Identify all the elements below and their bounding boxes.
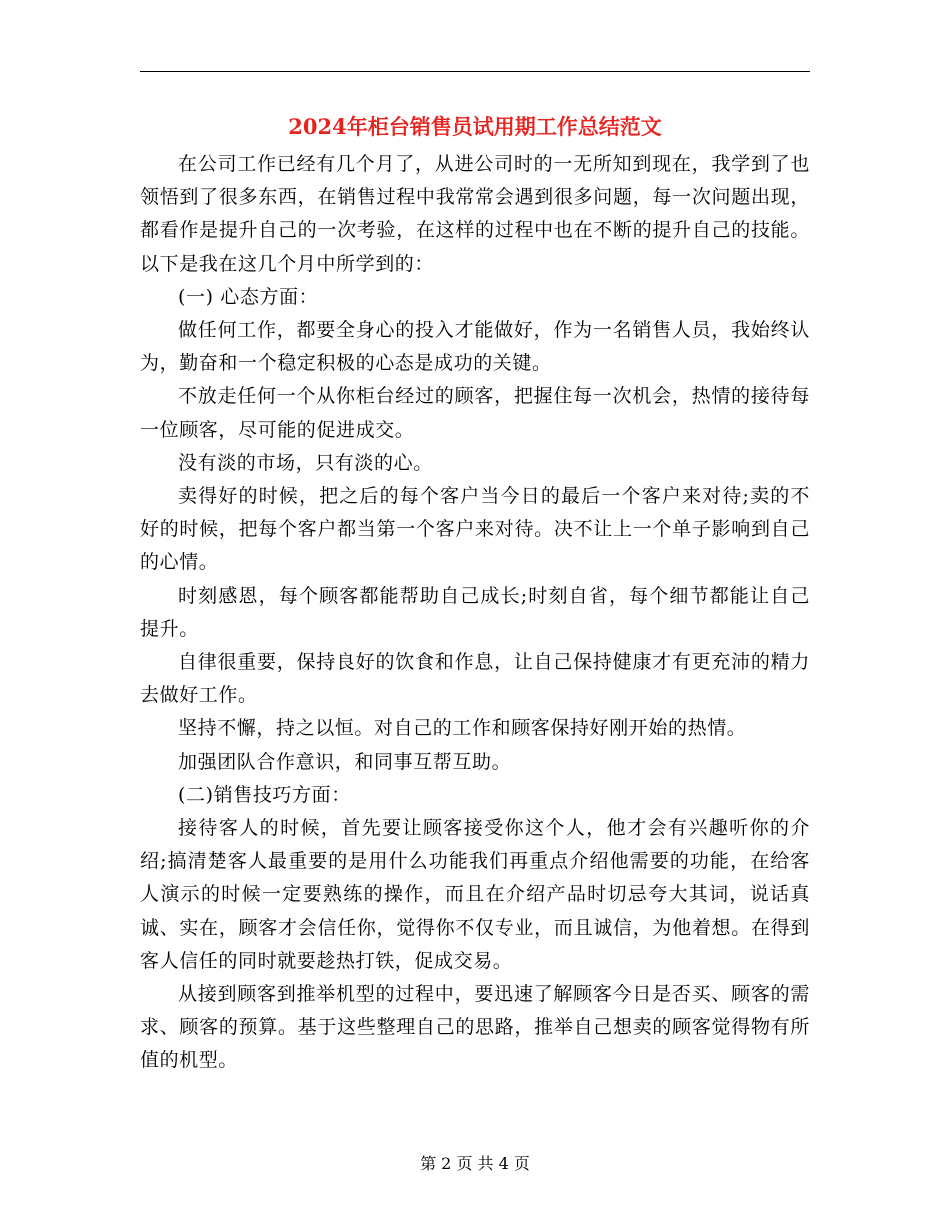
page-number: 第 2 页 共 4 页 [420,1154,530,1173]
paragraph: 没有淡的市场，只有淡的心。 [178,451,433,474]
paragraph: 卖得好的时候，把之后的每个客户当今日的最后一个客户来对待;卖的不好的时候，把每个客户都当第一个客户来对待。决不让上一个单子影响到自己的心情。 [140,485,810,574]
paragraph: 加强团队合作意识，和同事互帮互助。 [178,750,512,773]
paragraph: 自律很重要，保持良好的饮食和作息，让自己保持健康才有更充沛的精力去做好工作。 [140,651,810,707]
paragraph: 从接到顾客到推举机型的过程中，要迅速了解顾客今日是否买、顾客的需求、顾客的预算。基于这些整理自己的思路，推举自己想卖的顾客觉得物有所值的机型。 [140,983,810,1072]
paragraph: 时刻感恩，每个顾客都能帮助自己成长;时刻自省，每个细节都能让自己提升。 [140,584,810,640]
document-title: 2024年柜台销售员试用期工作总结范文 [288,114,662,139]
page-footer [0,1153,950,1175]
paragraph-intro: 在公司工作已经有几个月了，从进公司时的一无所知到现在，我学到了也领悟到了很多东西，在销售过程中我常常会遇到很多问题，每一次问题出现，都看作是提升自己的一次考验，在这样的过程中也在不断的提升自己的技能。以下是我在这几个月中所学到的： [140,153,810,275]
paragraph: 不放走任何一个从你柜台经过的顾客，把握住每一次机会，热情的接待每一位顾客，尽可能的促进成交。 [140,385,810,441]
header-rule [140,71,810,72]
section-heading-sales-skills: (二)销售技巧方面： [178,783,351,806]
paragraph: 接待客人的时候，首先要让顾客接受你这个人，他才会有兴趣听你的介绍;搞清楚客人最重要的是用什么功能我们再重点介绍他需要的功能，在给客人演示的时候一定要熟练的操作，而且在介绍产品时切忌夸大其词，说话真诚、实在，顾客才会信任你，觉得你不仅专业，而且诚信，为他着想。在得到客人信任的同时就要趁热打铁，促成交易。 [140,817,810,972]
paragraph: 坚持不懈，持之以恒。对自己的工作和顾客保持好刚开始的热情。 [178,717,747,740]
document-body [140,148,810,1078]
section-heading-mindset: (一) 心态方面： [178,285,319,308]
paragraph: 做任何工作，都要全身心的投入才能做好，作为一名销售人员，我始终认为，勤奋和一个稳定积极的心态是成功的关键。 [140,319,810,375]
